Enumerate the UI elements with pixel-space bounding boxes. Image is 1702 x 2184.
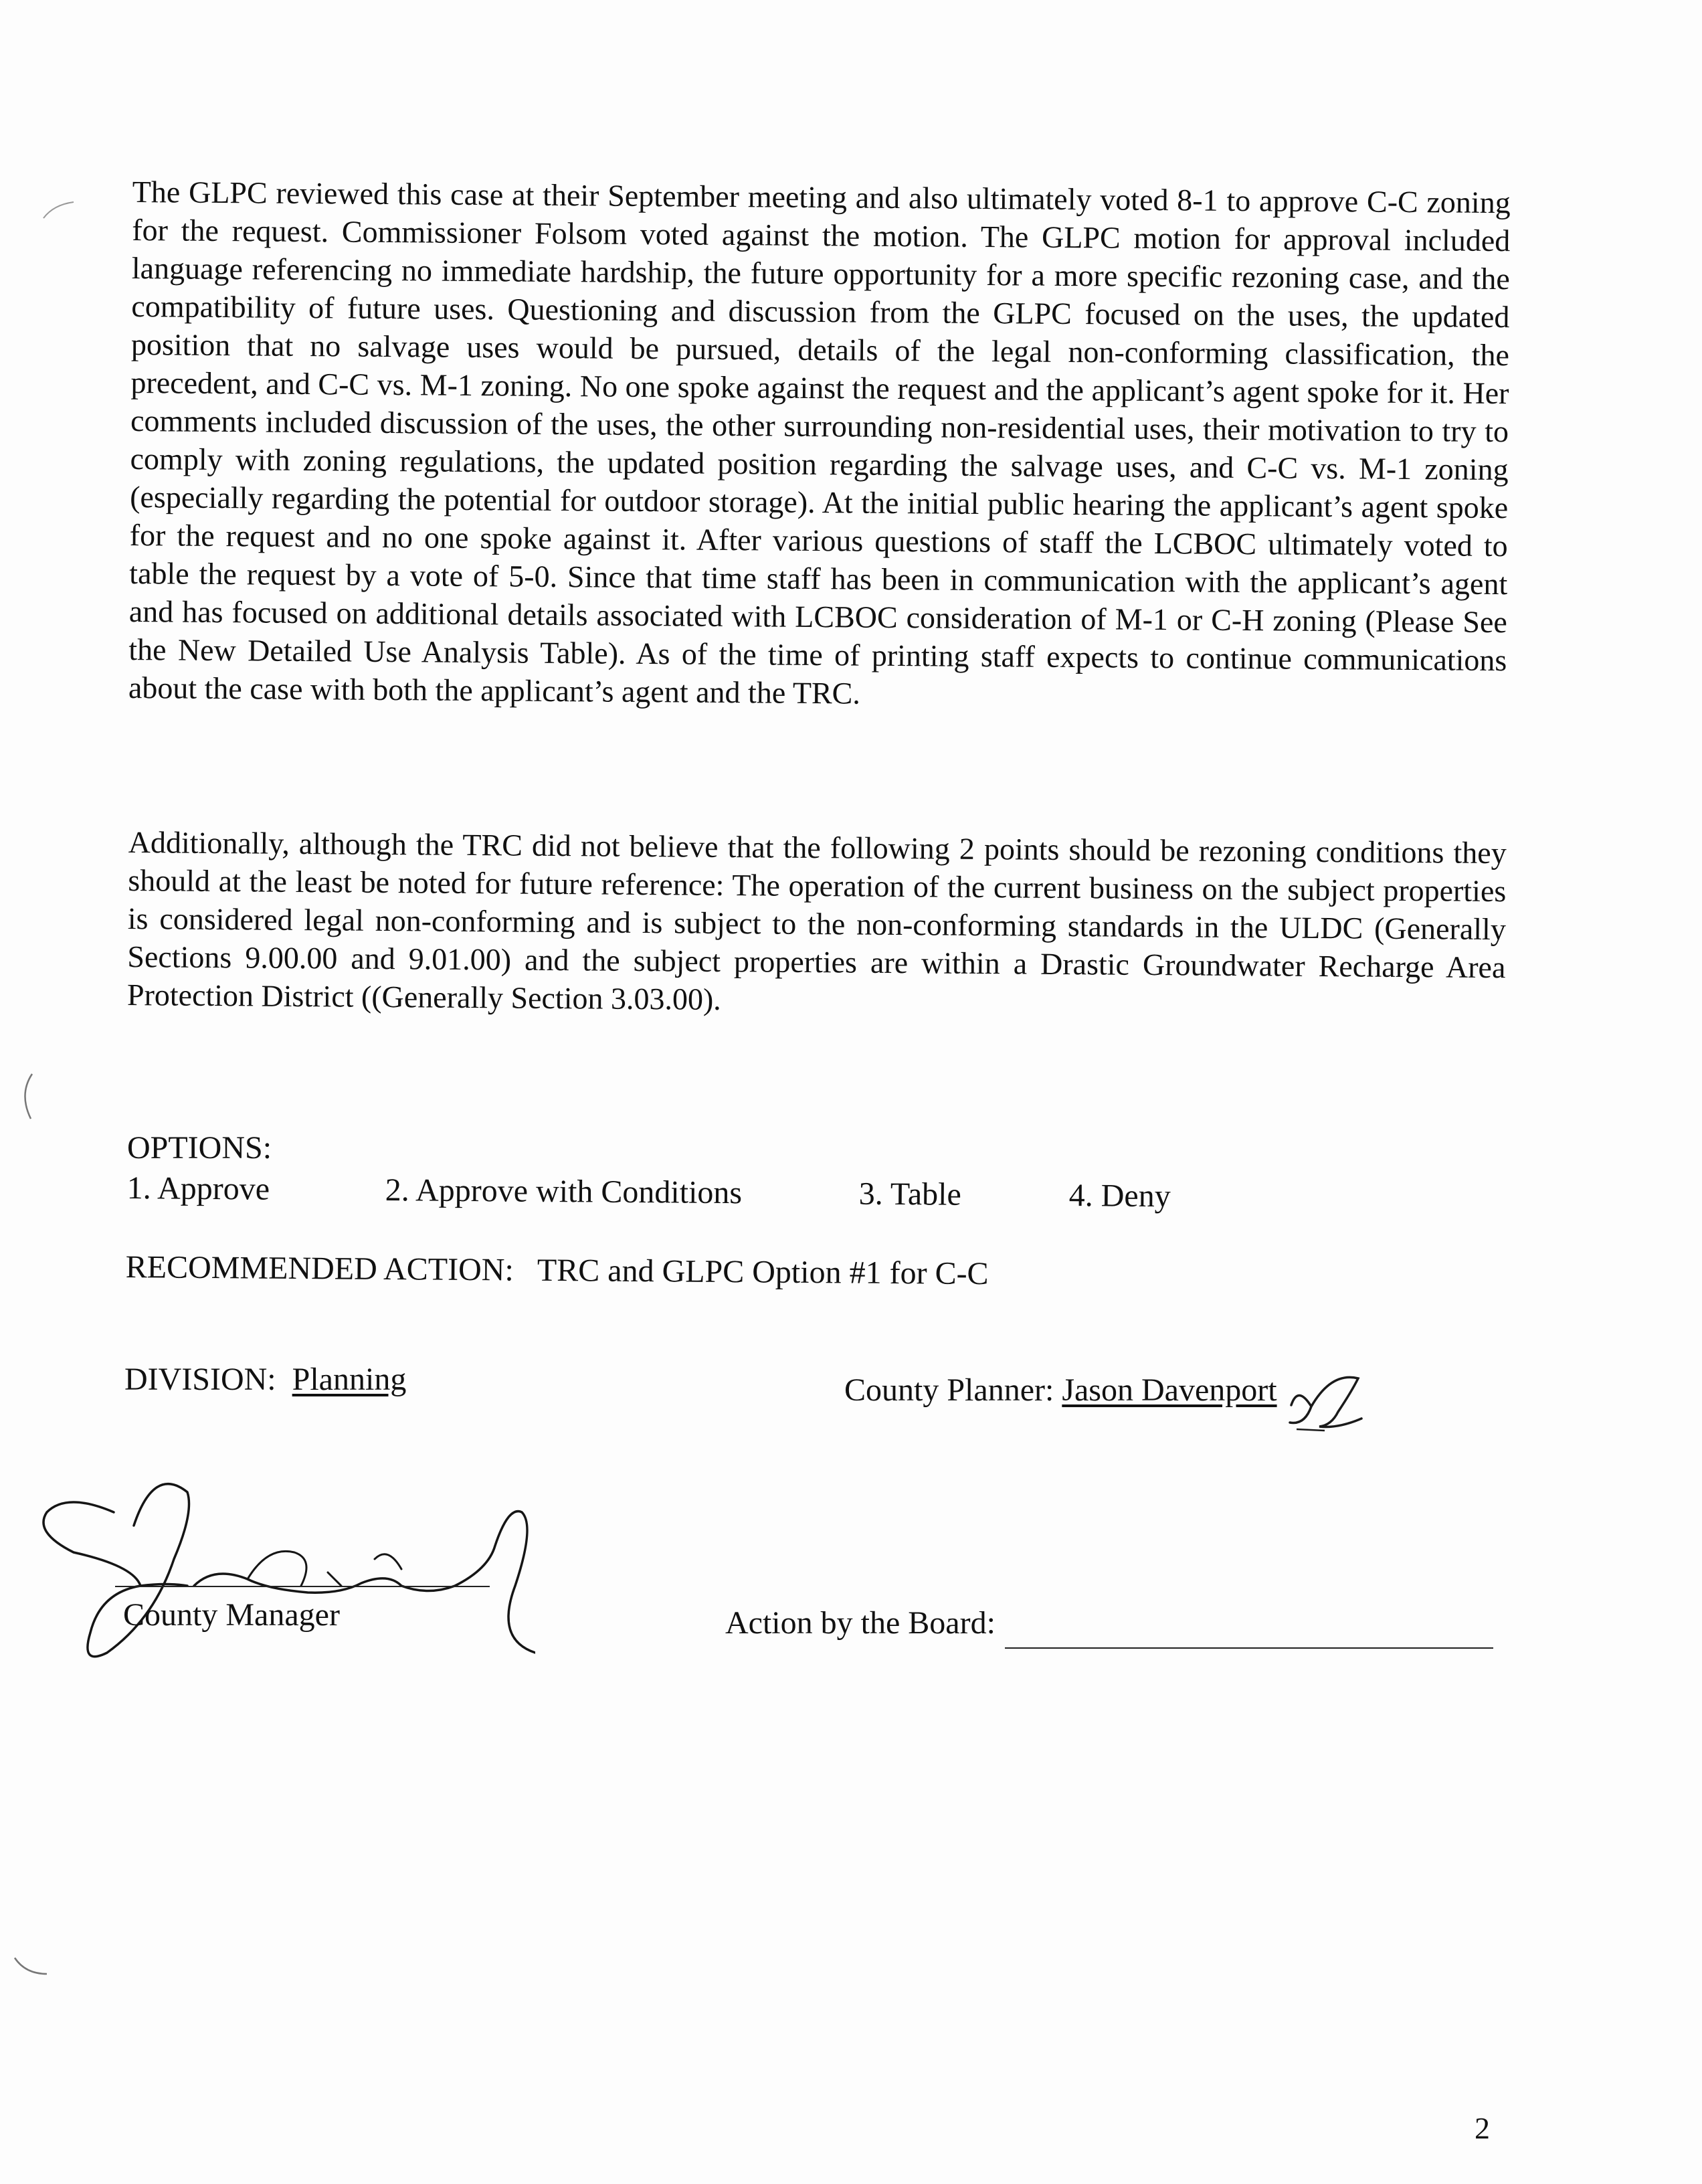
scan-mark [13,1071,40,1124]
option-approve-with-conditions: 2. Approve with Conditions [385,1172,743,1211]
board-action-label: Action by the Board: [725,1605,996,1641]
county-planner [844,1372,1277,1408]
division-label: DIVISION: [124,1362,276,1397]
recommended-action-label: RECOMMENDED ACTION: [125,1249,514,1288]
division [124,1361,406,1398]
option-approve: 1. Approve [126,1170,270,1207]
recommended-action [126,1249,989,1292]
option-table: 3. Table [858,1176,962,1212]
county-planner-name: Jason Davenport [1062,1372,1277,1408]
paragraph-glpc-review: The GLPC reviewed this case at their September meeting and also ultimately voted 8-1 to approve C-C zoning for the request. Commissioner Folsom voted against the motion. The GLPC motion for approval included language referencing no immediate hardship, the future opportunity for a more specific rezoning case, and the compatibility of future uses. Questioning and discussion from the GLPC focused on the uses, the updated position that no salvage uses would be pursued, details of the legal non-conforming classification, the precedent, and C-C vs. M-1 zoning. No one spoke against the request and the applicant’s agent spoke for it. Her comments included discussion of the uses, the other surrounding non-residential uses, their motivation to try to comply with zoning regulations, the updated position regarding the salvage uses, and C-C vs. M-1 zoning (especially regarding the potential for outdoor storage). At the initial public hearing the applicant’s agent spoke for the request and no one spoke against it. After various questions of staff the LCBOC ultimately voted to table the request by a vote of 5-0. Since that time staff has been in communication with the applicant’s agent and has focused on additional details associated with LCBOC consideration of M-1 or C-H zoning (Please See the New Detailed Use Analysis Table). As of the time of printing staff expects to continue communications about the case with both the applicant’s agent and the TRC. [128,174,1511,711]
county-planner-label: County Planner: [844,1372,1054,1408]
board-action-line [1005,1647,1493,1649]
options-heading: OPTIONS: [127,1130,272,1166]
planner-initials-signature [1285,1365,1372,1439]
scan-mark [12,1954,52,1981]
paragraph-additional-notes: Additionally, although the TRC did not believe that the following 2 points should be rezoning conditions they should at the least be noted for future reference: The operation of the current business on the subject properties is considered legal non-conforming and is subject to the non-conforming standards in the ULDC (Generally Sections 9.00.00 and 9.01.00) and the subject properties are within a Drastic Groundwater Recharge Area Protection District ((Generally Section 3.03.00). [126,824,1507,1016]
recommended-action-value: TRC and GLPC Option #1 for C-C [537,1252,989,1292]
option-deny: 4. Deny [1068,1178,1171,1214]
county-manager-signature [27,1452,535,1679]
options-list [126,1170,1264,1214]
county-manager-signature-line [115,1586,490,1587]
division-value: Planning [292,1362,407,1397]
page-number: 2 [1475,2111,1490,2145]
county-manager-label: County Manager [123,1597,340,1633]
scan-mark [40,198,80,225]
